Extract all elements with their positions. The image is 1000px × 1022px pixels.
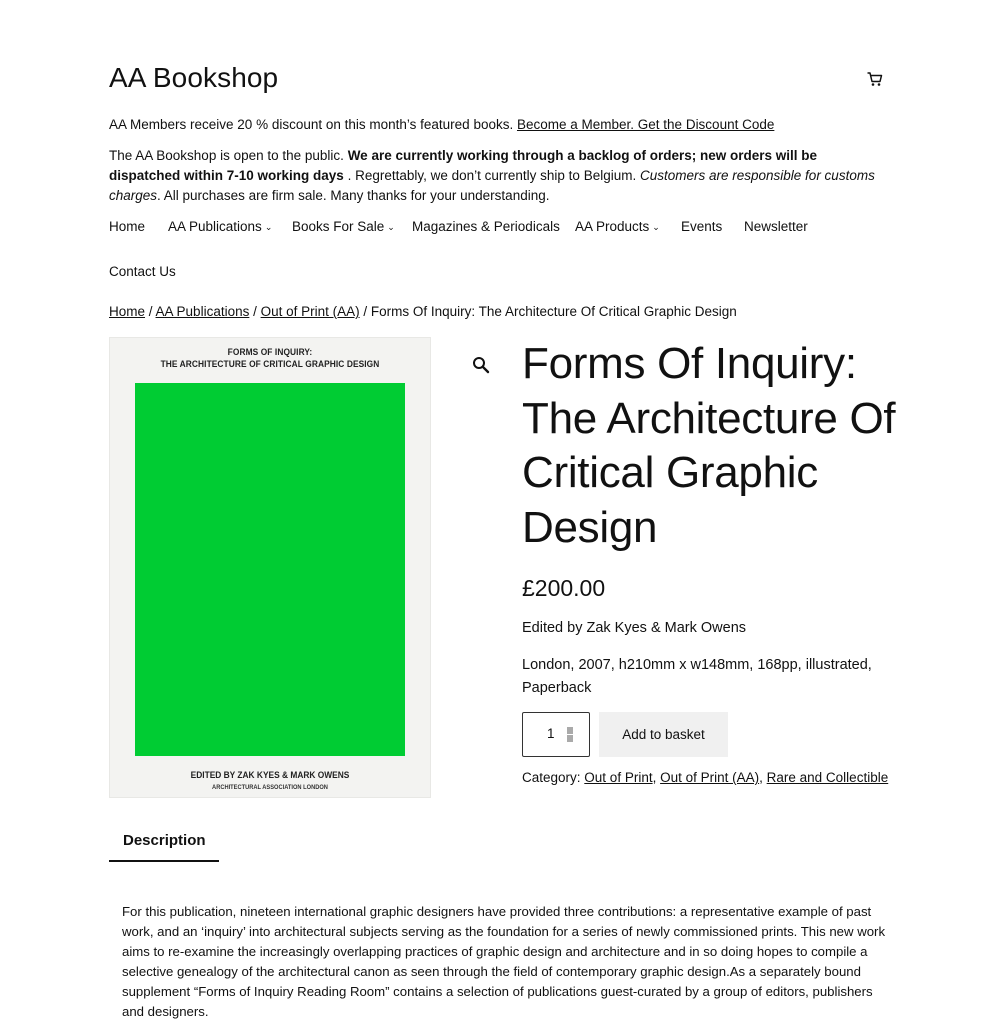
breadcrumb-home-link[interactable]: Home [109, 304, 146, 319]
category-separator: , [652, 770, 661, 785]
nav-item-aa-publications[interactable] [168, 219, 272, 234]
backlog-text: We are currently working through a backlog of orders; new orders will be dispatched within 7-10 working days [109, 148, 818, 183]
cart-icon[interactable] [866, 70, 884, 88]
nav-item-books-for-sale[interactable] [292, 219, 395, 234]
quantity-value: 1 [547, 726, 555, 741]
nav-item-label: Newsletter [744, 219, 808, 234]
cover-title [129, 347, 411, 371]
category-link-out-of-print-aa[interactable]: Out of Print (AA) [660, 770, 760, 785]
nav-item-events[interactable] [681, 219, 722, 234]
product-categories [522, 770, 888, 785]
magnifier-zoom-icon[interactable] [472, 356, 490, 374]
product-title: Forms Of Inquiry: The Architecture Of Critical Graphic Design [522, 339, 896, 552]
discount-text: AA Members receive 20 % discount on this month’s featured books. [109, 117, 514, 132]
shop-open-notice [109, 146, 889, 206]
product-price: £200.00 [522, 575, 606, 601]
cover-title-line: THE ARCHITECTURE OF CRITICAL GRAPHIC DESIGN [160, 359, 380, 370]
nav-item-contact-us[interactable] [109, 264, 176, 279]
nav-item-label: Magazines & Periodicals [412, 219, 560, 234]
nav-item-newsletter[interactable] [744, 219, 808, 234]
nav-item-home[interactable] [109, 219, 145, 234]
breadcrumb-separator: / [359, 304, 371, 319]
cover-green-panel [135, 383, 405, 756]
nav-item-magazines[interactable] [412, 219, 560, 234]
become-member-link[interactable]: Become a Member. Get the Discount Code [516, 117, 775, 132]
product-cover-image[interactable] [109, 337, 431, 798]
open-text: The AA Bookshop is open to the public. [109, 148, 344, 163]
add-to-basket-button[interactable]: Add to basket [599, 712, 728, 757]
category-separator: , [759, 770, 767, 785]
cover-title-line: FORMS OF INQUIRY: [227, 347, 313, 358]
quantity-input[interactable] [522, 712, 590, 757]
breadcrumb-aa-publications-link[interactable]: AA Publications [155, 304, 250, 319]
nav-item-label: AA Publications [168, 219, 262, 234]
nav-item-label: Books For Sale [292, 219, 385, 234]
cover-editors: EDITED BY ZAK KYES & MARK OWENS [190, 770, 350, 781]
cover-publisher: ARCHITECTURAL ASSOCIATION LONDON [212, 784, 328, 791]
category-label: Category: [522, 770, 581, 785]
tab-description[interactable] [109, 822, 219, 862]
nav-item-label: Contact Us [109, 264, 176, 279]
site-title[interactable]: AA Bookshop [109, 62, 279, 93]
nav-item-label: AA Products [575, 219, 650, 234]
breadcrumb-current: Forms Of Inquiry: The Architecture Of Critical Graphic Design [370, 304, 737, 319]
breadcrumb [109, 304, 737, 319]
product-editors: Edited by Zak Kyes & Mark Owens [522, 620, 747, 636]
chevron-down-icon: ⌄ [264, 222, 273, 232]
shipping-text: . Regrettably, we don’t currently ship to Belgium. [347, 168, 637, 183]
nav-item-label: Home [109, 219, 146, 234]
nav-item-label: Events [681, 219, 723, 234]
product-description: For this publication, nineteen international graphic designers have provided three contributions: a representative example of past work, and an ‘inquiry’ into architectural subjects serving as the foundation for a series of newly commissioned prints. This new work aims to re-examine the increasingly overlapping practices of graphic design and architecture and in so doing hopes to compile a selective genealogy of the architectural canon as seen through the field of contemporary graphic design.As a separately bound supplement “Forms of Inquiry Reading Room” contains a selection of publications guest-curated by a group of editors, publishers and designers. [122, 904, 886, 1019]
member-discount-notice [109, 115, 774, 135]
breadcrumb-separator: / [249, 304, 261, 319]
product-specs: London, 2007, h210mm x w148mm, 168pp, illustrated, Paperback [522, 657, 872, 696]
tab-description-label: Description [123, 832, 206, 849]
category-link-rare-collectible[interactable]: Rare and Collectible [766, 770, 889, 785]
chevron-down-icon: ⌄ [652, 222, 660, 232]
chevron-down-icon: ⌄ [387, 222, 395, 232]
customs-text: Customers are responsible for customs charges [109, 168, 875, 203]
nav-item-aa-products[interactable] [575, 219, 660, 234]
breadcrumb-out-of-print-link[interactable]: Out of Print (AA) [260, 304, 360, 319]
category-link-out-of-print[interactable]: Out of Print [584, 770, 653, 785]
quantity-stepper[interactable] [567, 727, 573, 742]
breadcrumb-separator: / [145, 304, 156, 319]
closing-text: . All purchases are firm sale. Many thanks for your understanding. [157, 188, 550, 203]
